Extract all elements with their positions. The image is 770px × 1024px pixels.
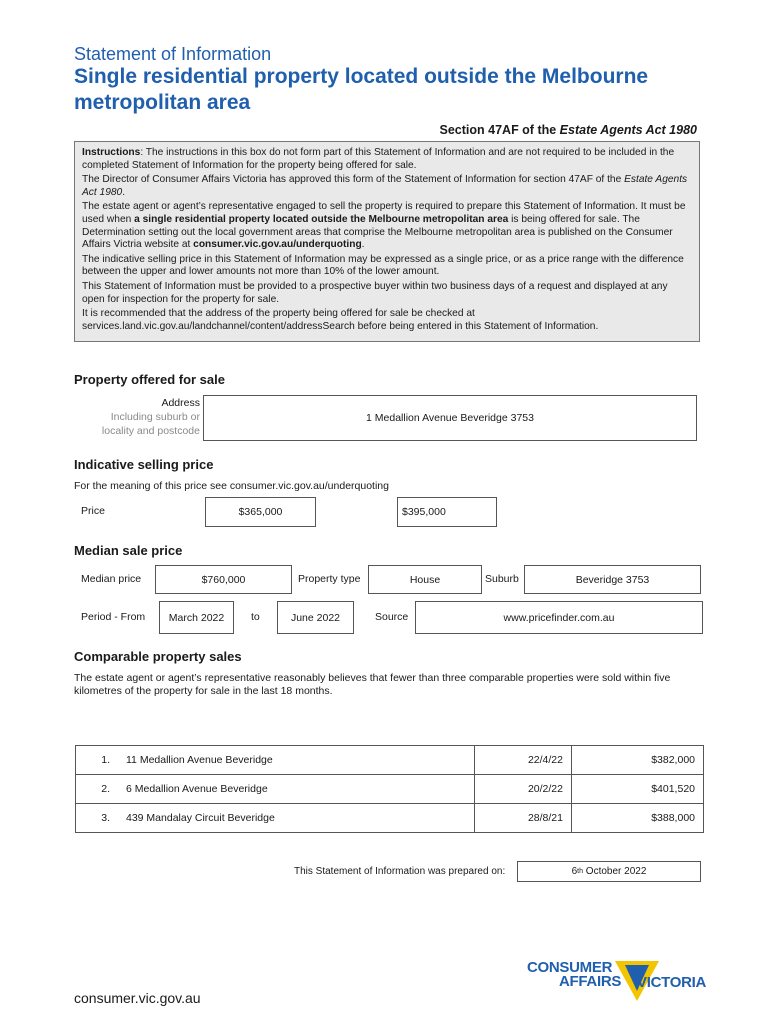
price-low-field[interactable]: $365,000: [205, 497, 316, 527]
document-title: Single residential property located outside the Melbourne metropolitan area: [74, 65, 649, 114]
row-date[interactable]: 28/8/21: [475, 804, 572, 833]
address-hint-2: locality and postcode: [101, 425, 200, 437]
source-field[interactable]: www.pricefinder.com.au: [415, 601, 703, 634]
property-type-label: Property type: [298, 573, 361, 585]
row-date[interactable]: 22/4/22: [475, 746, 572, 775]
row-date[interactable]: 20/2/22: [475, 775, 572, 804]
underquoting-link[interactable]: consumer.vic.gov.au/underquoting: [193, 239, 362, 251]
median-heading: Median sale price: [74, 543, 183, 558]
property-type-field[interactable]: House: [368, 565, 482, 594]
suburb-label: Suburb: [485, 573, 519, 585]
instructions-p6: It is recommended that the address of the property being offered for sale be checked at services.land.vic.gov.au/landchannel/content/addressSearch before being entered in this Statement of Information.: [82, 308, 599, 332]
footer-url[interactable]: consumer.vic.gov.au: [74, 990, 201, 1006]
row-address[interactable]: 11 Medallion Avenue Beveridge: [118, 746, 475, 775]
suburb-field[interactable]: Beveridge 3753: [524, 565, 701, 594]
instructions-p3-bold: a single residential property located outside the Melbourne metropolitan area: [134, 213, 509, 225]
comparable-heading: Comparable property sales: [74, 649, 242, 664]
row-number: 3.: [76, 804, 119, 833]
to-label: to: [251, 611, 260, 623]
source-label: Source: [375, 611, 409, 623]
prepared-label: This Statement of Information was prepared on:: [294, 866, 506, 877]
row-price[interactable]: $382,000: [572, 746, 704, 775]
address-label: Address: [161, 397, 200, 409]
table-row: [76, 775, 704, 804]
instructions-p3a: The estate agent or agent’s representative engaged to sell the property is required to prepare this Statement of Information. It must be used when: [82, 201, 686, 225]
address-field[interactable]: 1 Medallion Avenue Beveridge 3753: [203, 395, 697, 441]
instructions-box: [74, 141, 700, 342]
instructions-p3-end: .: [361, 239, 365, 251]
row-number: 2.: [76, 775, 119, 804]
median-price-field[interactable]: $760,000: [155, 565, 292, 594]
instructions-label: Instructions: [82, 147, 141, 158]
price-label: Price: [81, 505, 105, 517]
instructions-p2-act: Estate Agents Act 1980: [82, 174, 688, 198]
indicative-note: For the meaning of this price see consumer.vic.gov.au/underquoting: [74, 480, 389, 492]
row-address[interactable]: 439 Mandalay Circuit Beveridge: [118, 804, 475, 833]
section-prefix: Section 47AF of the: [439, 123, 560, 137]
prepared-day: 6: [571, 866, 578, 877]
table-row: [76, 804, 704, 833]
document-subtitle: Statement of Information: [74, 44, 272, 64]
prepared-date-field[interactable]: [517, 861, 701, 882]
instructions-p1: : The instructions in this box do not form part of this Statement of Information and are not required to be included in the completed Statement of Information for the property being offered for sale.: [82, 147, 675, 171]
instructions-p4: The indicative selling price in this Statement of Information may be expressed as a single price, or as a price range with the difference between the upper and lower amounts not more than 10% of the lower amount.: [82, 253, 684, 278]
consumer-affairs-logo: [527, 959, 706, 1005]
instructions-p3b: is being offered for sale. The Determination setting out the local government areas that comprise the Melbourne metropolitan area is published on the Consumer Affairs Victria website at: [82, 213, 673, 251]
prepared-day-suffix: th: [577, 868, 584, 875]
section-reference: [440, 123, 697, 137]
comparable-table: [75, 745, 704, 833]
address-hint-1: Including suburb or: [110, 411, 200, 423]
section-act: Estate Agents Act 1980: [559, 123, 697, 137]
median-price-label: Median price: [81, 573, 142, 585]
logo-line-2: AFFAIRS: [559, 973, 622, 990]
period-to-field[interactable]: June 2022: [277, 601, 354, 634]
table-row: [76, 746, 704, 775]
property-heading: Property offered for sale: [74, 372, 225, 387]
indicative-heading: Indicative selling price: [74, 457, 214, 472]
period-from-label: Period - From: [81, 611, 146, 623]
instructions-p2-end: .: [122, 186, 126, 198]
row-price[interactable]: $388,000: [572, 804, 704, 833]
row-price[interactable]: $401,520: [572, 775, 704, 804]
address-label-block: [60, 396, 200, 438]
logo-line-1: CONSUMER: [527, 959, 613, 976]
row-number: 1.: [76, 746, 119, 775]
comparable-note: The estate agent or agent’s representative reasonably believes that fewer than three comparable properties were sold within five kilometres of the property for sale in the last 18 months.: [74, 672, 671, 697]
instructions-p2: The Director of Consumer Affairs Victoria has approved this form of the Statement of Information for section 47AF of the: [82, 174, 625, 186]
row-address[interactable]: 6 Medallion Avenue Beveridge: [118, 775, 475, 804]
price-high-field[interactable]: $395,000: [397, 497, 497, 527]
prepared-month-year: October 2022: [583, 866, 647, 877]
period-from-field[interactable]: March 2022: [159, 601, 234, 634]
instructions-p5: This Statement of Information must be provided to a prospective buyer within two business days of a request and displayed at any open for inspection for the property for sale.: [82, 280, 668, 305]
logo-line-3: VICTORIA: [637, 974, 706, 991]
